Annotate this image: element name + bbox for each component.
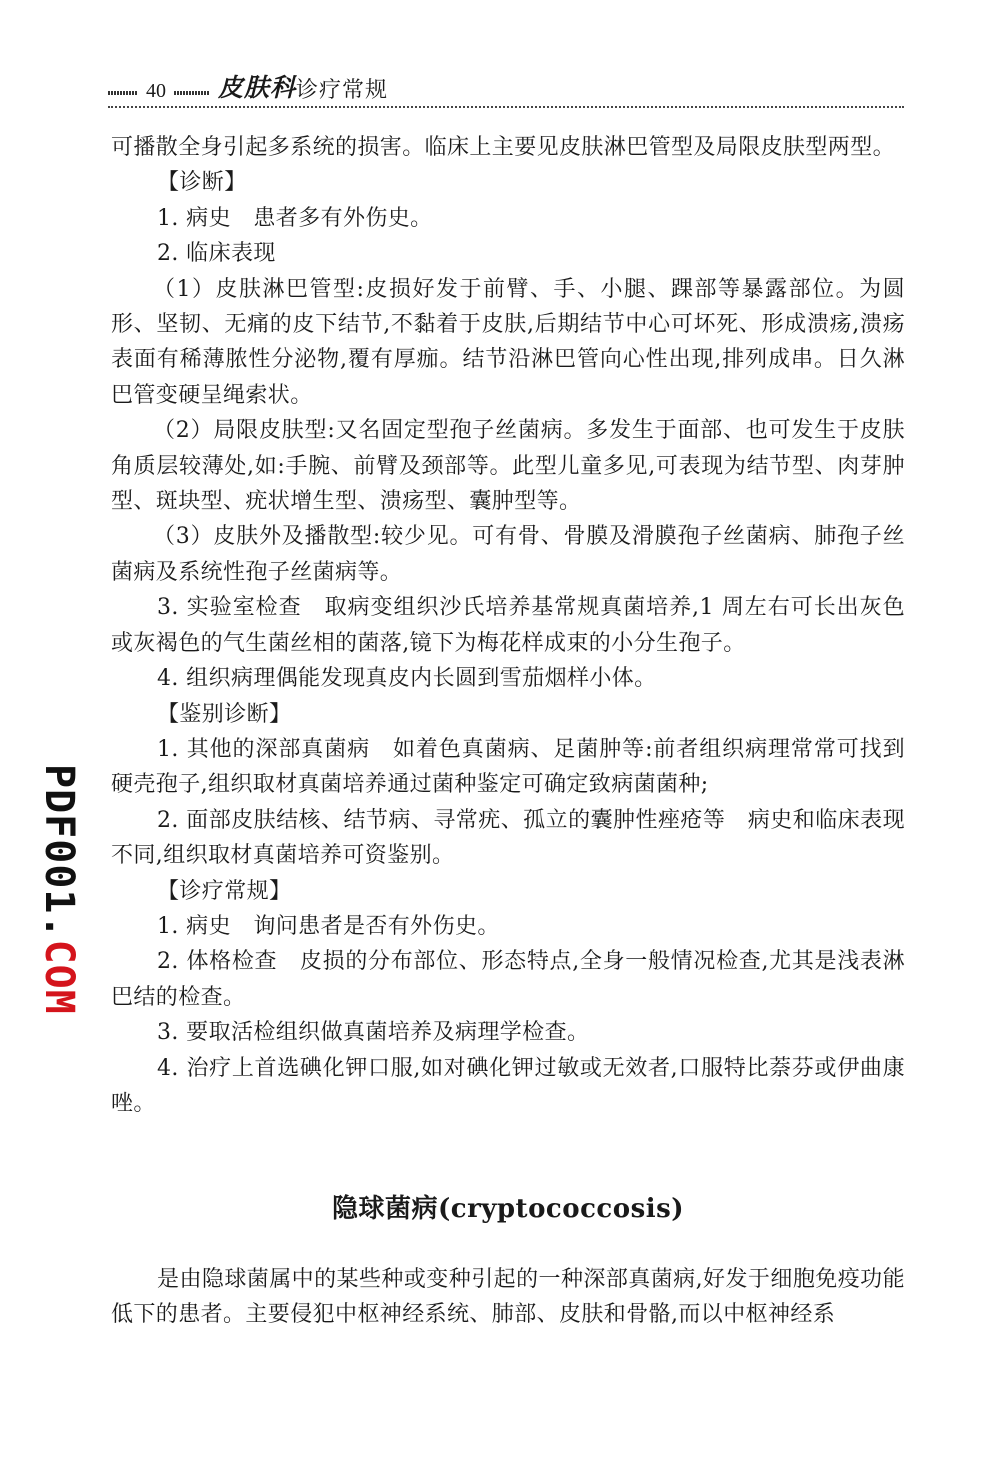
diagnosis-item-1: 1. 病史 患者多有外伤史。 <box>157 205 433 231</box>
differential-item-2: 2. 面部皮肤结核、结节病、寻常疣、孤立的囊肿性痤疮等 病史和临床表现不同,组织取材真菌培养可资鉴别。 <box>111 807 905 869</box>
section-body <box>111 1262 905 1333</box>
header-ornament-right <box>174 91 210 95</box>
page-number: 40 <box>146 80 166 102</box>
diagnosis-item-2c: （3）皮肤外及播散型:较少见。可有骨、骨膜及滑膜孢子丝菌病、肺孢子丝菌病及系统性孢子丝菌病等。 <box>111 524 905 585</box>
header-ornament-left <box>108 91 138 95</box>
watermark <box>36 764 82 1014</box>
heading-routine: 【诊疗常规】 <box>157 878 292 904</box>
heading-differential: 【鉴别诊断】 <box>157 701 292 727</box>
diagnosis-item-2: 2. 临床表现 <box>157 241 276 267</box>
heading-diagnosis: 【诊断】 <box>157 170 247 196</box>
routine-item-4: 4. 治疗上首选碘化钾口服,如对碘化钾过敏或无效者,口服特比萘芬或伊曲康唑。 <box>111 1055 905 1116</box>
section-title: 隐球菌病(cryptococcosis) <box>331 1194 685 1224</box>
running-header <box>108 72 904 108</box>
differential-item-1: 1. 其他的深部真菌病 如着色真菌病、足菌肿等:前者组织病理常常可找到硬壳孢子,组织取材真菌培养通过菌种鉴定可确定致病菌菌种; <box>111 736 905 798</box>
book-title-emphasis: 皮肤科 <box>218 73 297 102</box>
paragraph-continuation: 可播散全身引起多系统的损害。临床上主要见皮肤淋巴管型及局限皮肤型两型。 <box>111 135 896 160</box>
routine-item-1: 1. 病史 询问患者是否有外伤史。 <box>157 913 500 939</box>
routine-item-3: 3. 要取活检组织做真菌培养及病理学检查。 <box>157 1020 590 1046</box>
body-text <box>111 130 905 1121</box>
diagnosis-item-2a: （1）皮肤淋巴管型:皮损好发于前臂、手、小腿、踝部等暴露部位。为圆形、坚韧、无痛的皮下结节,不黏着于皮肤,后期结节中心可坏死、形成溃疡,溃疡表面有稀薄脓性分泌物,覆有厚痂。结节沿淋巴管向心性出现,排列成串。日久淋巴管变硬呈绳索状。 <box>111 276 905 408</box>
book-title-rest: 诊疗常规 <box>296 78 389 103</box>
diagnosis-item-2b: （2）局限皮肤型:又名固定型孢子丝菌病。多发生于面部、也可发生于皮肤角质层较薄处,如:手腕、前臂及颈部等。此型儿童多见,可表现为结节型、肉芽肿型、斑块型、疣状增生型、溃疡型、囊肿型等。 <box>111 418 905 515</box>
diagnosis-item-4: 4. 组织病理偶能发现真皮内长圆到雪茄烟样小体。 <box>157 666 657 692</box>
watermark-black-part: PDF001. <box>36 764 82 940</box>
watermark-red-part: COM <box>36 939 82 1015</box>
section-intro-paragraph: 是由隐球菌属中的某些种或变种引起的一种深部真菌病,好发于细胞免疫功能低下的患者。主要侵犯中枢神经系统、肺部、皮肤和骨骼,而以中枢神经系 <box>111 1267 905 1328</box>
diagnosis-item-3: 3. 实验室检查 取病变组织沙氏培养基常规真菌培养,1 周左右可长出灰色或灰褐色的气生菌丝相的菌落,镜下为梅花样成束的小分生孢子。 <box>111 595 905 656</box>
routine-item-2: 2. 体格检查 皮损的分布部位、形态特点,全身一般情况检查,尤其是浅表淋巴结的检查。 <box>111 949 905 1010</box>
